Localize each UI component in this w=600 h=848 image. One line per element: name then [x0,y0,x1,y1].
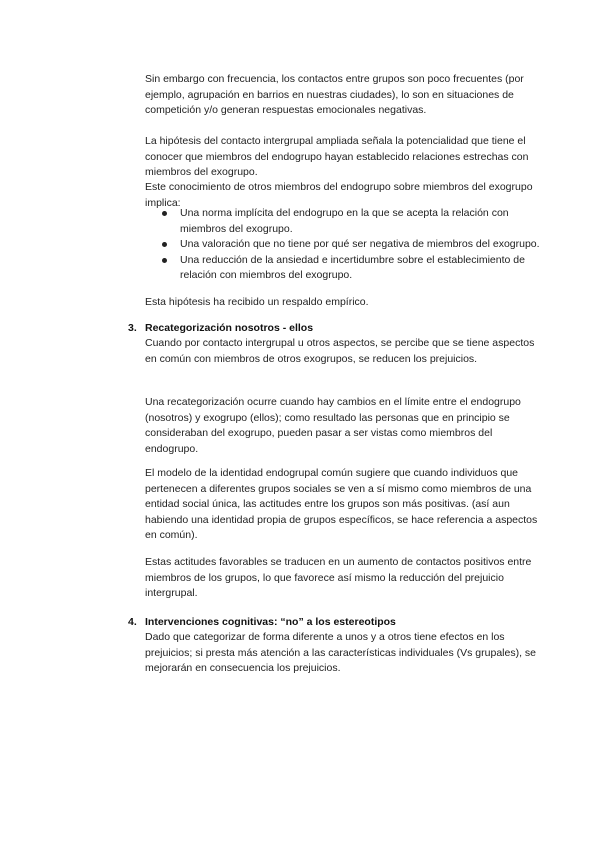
list-item-text: Una norma implícita del endogrupo en la que se acepta la relación con miembros del exogrupo. [180,207,509,235]
section-title: Intervenciones cognitivas: “no” a los estereotipos [145,616,396,628]
section-number: 3. [128,322,137,334]
section-4-paragraph-1: Dado que categorizar de forma diferente a unos y a otros tiene efectos en los prejuicios; si presta más atención a las características individuales (Vs grupales), se mejorarán en consecuencia los prejuicios. [145,631,537,674]
paragraph-hypothesis: La hipótesis del contacto intergrupal ampliada señala la potencialidad que tiene el conocer que miembros del endogrupo hayan establecido relaciones estrechas con miembros del exogrupo. [145,135,529,178]
section-3-paragraph-3: El modelo de la identidad endogrupal común sugiere que cuando individuos que pertenecen a diferentes grupos sociales se ven a sí mismo como miembros de una entidad social única, las actitudes entre los grupos son más positivas. (así aun habiendo una identidad propia de grupos específicos, se hace referencia a aspectos en común). [145,467,538,541]
bullet-icon [162,258,167,263]
section-3-paragraph-1: Cuando por contacto intergrupal u otros aspectos, se percibe que se tiene aspectos en común con miembros de otros exogrupos, se reducen los prejuicios. [145,337,535,365]
bullet-icon [162,211,167,216]
section-4-heading [128,615,548,631]
section-title: Recategorización nosotros - ellos [145,322,314,334]
paragraph-intro: Sin embargo con frecuencia, los contactos entre grupos son poco frecuentes (por ejemplo, agrupación en barrios en nuestras ciudades), lo son en situaciones de competición y/o generan respuestas emocionales negativas. [145,73,524,116]
list-item [162,237,547,253]
paragraph-support: Esta hipótesis ha recibido un respaldo empírico. [145,296,369,308]
list-item [162,206,547,237]
section-number: 4. [128,616,137,628]
list-item-text: Una valoración que no tiene por qué ser negativa de miembros del exogrupo. [180,238,540,250]
section-3-paragraph-2: Una recategorización ocurre cuando hay cambios en el límite entre el endogrupo (nosotros) y exogrupo (ellos); como resultado las personas que en principio se consideraban del exogrupo, pueden pasar a ser vistas como miembros del endogrupo. [145,396,521,455]
section-3-heading [128,321,548,337]
paragraph-knowledge: Este conocimiento de otros miembros del endogrupo sobre miembros del exogrupo implica: [145,181,533,209]
bullet-icon [162,242,167,247]
implications-list [162,206,547,284]
section-3-paragraph-4: Estas actitudes favorables se traducen en un aumento de contactos positivos entre miembros de los grupos, lo que favorece así mismo la reducción del prejuicio intergrupal. [145,556,532,599]
list-item [162,253,547,284]
list-item-text: Una reducción de la ansiedad e incertidumbre sobre el establecimiento de relación con miembros del exogrupo. [180,253,525,281]
